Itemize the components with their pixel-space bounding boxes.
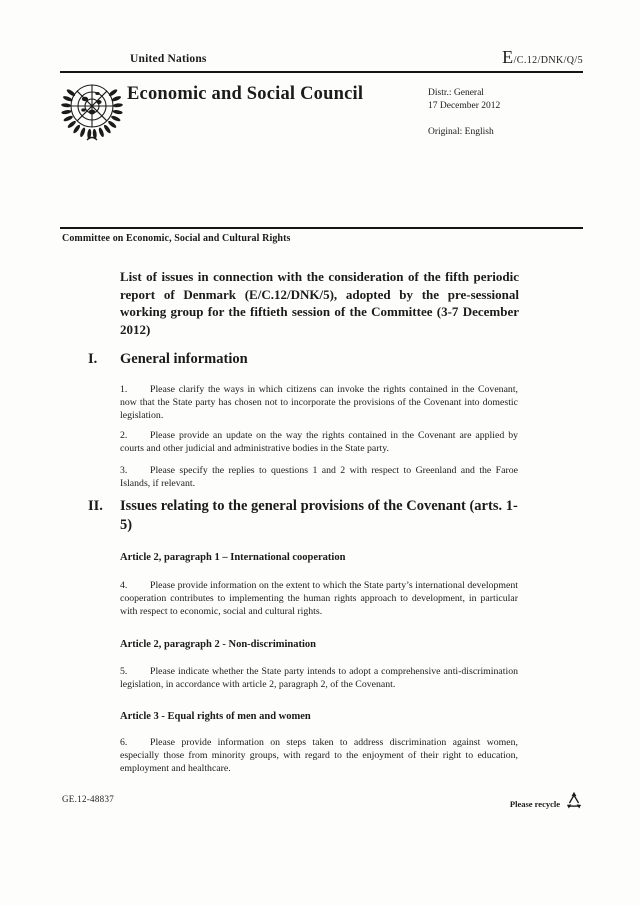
section-heading-general-provisions bbox=[88, 497, 520, 535]
document-symbol-series: E bbox=[502, 47, 514, 67]
paragraph-text: Please provide information on the extent to which the State party’s international development cooperation contributes to implementing the human rights approach to development, in particular with respect to economic, social and cultural rights. bbox=[120, 580, 518, 617]
document-title: List of issues in connection with the consideration of the fifth periodic report of Denmark (E/C.12/DNK/5), adopted by the pre-sessional working group for the fiftieth session of the Committee (3-7 December 2012) bbox=[120, 269, 519, 337]
section-heading-general-information bbox=[88, 350, 520, 369]
paragraph-5 bbox=[120, 665, 518, 691]
paragraph-3 bbox=[120, 464, 518, 490]
paragraph-number: 4. bbox=[120, 580, 128, 591]
section-heading-text: General information bbox=[120, 351, 248, 367]
committee-rule bbox=[60, 227, 583, 229]
paragraph-number: 3. bbox=[120, 465, 128, 476]
document-symbol bbox=[502, 47, 583, 68]
paragraph-text: Please provide an update on the way the rights contained in the Covenant are applied by courts and other judicial and administrative bodies in the State party. bbox=[120, 430, 518, 454]
paragraph-number: 1. bbox=[120, 384, 128, 395]
paragraph-text: Please clarify the ways in which citizens can invoke the rights contained in the Covenant, now that the State party has chosen not to incorporate the provisions of the Covenant into domestic legislation. bbox=[120, 384, 518, 421]
paragraph-6 bbox=[120, 736, 518, 775]
header-rule bbox=[60, 71, 583, 73]
paragraph-4 bbox=[120, 579, 518, 618]
paragraph-text: Please indicate whether the State party intends to adopt a comprehensive anti-discrimination legislation, in accordance with article 2, paragraph 2, of the Covenant. bbox=[120, 666, 518, 690]
paragraph-number: 6. bbox=[120, 737, 128, 748]
paragraph-text: Please specify the replies to questions 1 and 2 with respect to Greenland and the Faroe Islands, if relevant. bbox=[120, 465, 518, 489]
distribution-block bbox=[428, 87, 500, 139]
document-date: 17 December 2012 bbox=[428, 101, 501, 111]
original-language: Original: English bbox=[428, 127, 494, 137]
recycle-label: Please recycle bbox=[509, 798, 560, 809]
committee-name: Committee on Economic, Social and Cultural Rights bbox=[62, 233, 291, 244]
subsection-heading-art2-para2: Article 2, paragraph 2 - Non-discrimination bbox=[120, 639, 316, 650]
section-heading-text: Issues relating to the general provisions of the Covenant (arts. 1-5) bbox=[120, 498, 518, 533]
recycle-icon bbox=[564, 791, 584, 816]
document-symbol-number: /C.12/DNK/Q/5 bbox=[513, 55, 583, 66]
org-name: United Nations bbox=[130, 53, 207, 65]
recycle-notice bbox=[510, 791, 584, 816]
distribution-type: Distr.: General bbox=[428, 88, 484, 98]
subsection-heading-art3: Article 3 - Equal rights of men and women bbox=[120, 711, 311, 722]
un-emblem-icon bbox=[56, 76, 128, 149]
section-numeral: II. bbox=[88, 498, 103, 514]
paragraph-2 bbox=[120, 429, 518, 455]
paragraph-number: 2. bbox=[120, 430, 128, 441]
section-numeral: I. bbox=[88, 351, 98, 367]
document-reference-number: GE.12-48837 bbox=[62, 794, 115, 804]
subsection-heading-art2-para1: Article 2, paragraph 1 – International cooperation bbox=[120, 552, 346, 563]
paragraph-number: 5. bbox=[120, 666, 128, 677]
paragraph-text: Please provide information on steps taken to address discrimination against women, especially those from minority groups, with regard to the enjoyment of their right to education, employment and healthcare. bbox=[120, 737, 518, 774]
council-title: Economic and Social Council bbox=[127, 84, 364, 104]
paragraph-1 bbox=[120, 383, 518, 422]
